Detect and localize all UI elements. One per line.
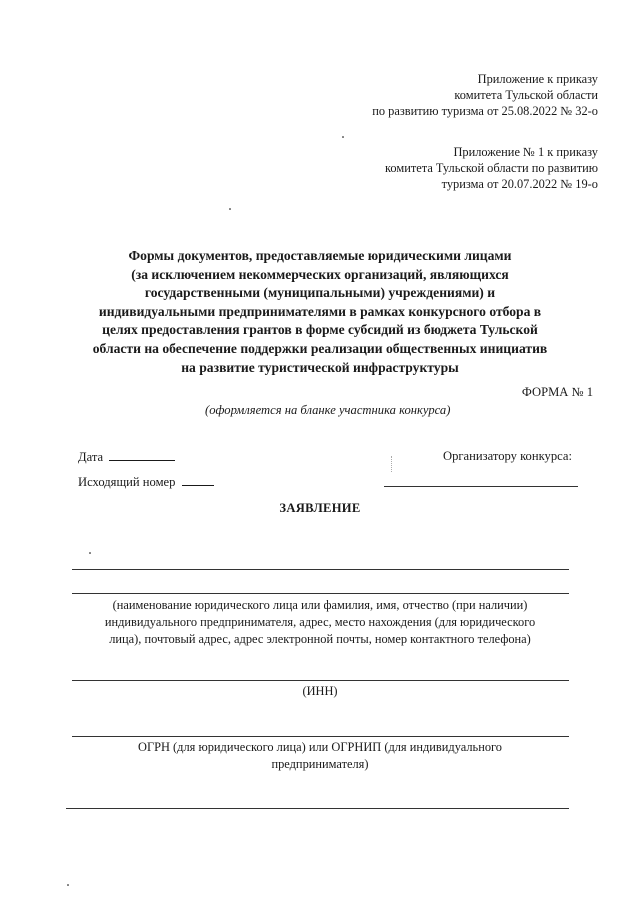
document-title [60,247,580,377]
title-line: государственными (муниципальными) учреждениями) и [144,285,496,301]
inn-line[interactable] [72,680,569,681]
appendix-original-line: туризма от 20.07.2022 № 19-о [441,177,598,191]
title-line: Формы документов, предоставляемые юридическими лицами [128,248,512,263]
form-note: (оформляется на бланке участника конкурса) [205,403,451,417]
date-label: Дата [78,450,104,464]
scan-mark [391,456,393,472]
scan-speck [67,884,69,886]
title-line: индивидуальными предпринимателями в рамках конкурсного отбора в [98,303,542,319]
applicant-caption [70,597,570,648]
outgoing-blank[interactable] [182,474,214,486]
appendix-current-line: Приложение к приказу [477,72,598,86]
applicant-line[interactable] [72,593,569,594]
caption-line: (наименование юридического лица или фамилия, имя, отчество (при наличии) [112,598,528,612]
caption-line: предпринимателя) [271,757,369,771]
title-line: (за исключением некоммерческих организаций, являющихся [131,266,509,282]
outgoing-label: Исходящий номер [78,475,176,489]
appendix-original [385,144,598,192]
caption-line: ОГРН (для юридического лица) или ОГРНИП (для индивидуального [138,740,502,754]
form-number: ФОРМА № 1 [521,385,593,399]
title-line: области на обеспечение поддержки реализации общественных инициатив [92,340,548,356]
scan-speck [342,136,344,138]
appendix-original-line: Приложение № 1 к приказу [453,145,598,159]
recipient-line[interactable] [384,486,578,487]
ogrn-caption [70,739,570,773]
inn-caption [70,683,570,700]
bottom-line[interactable] [66,808,569,809]
ogrn-line[interactable] [72,736,569,737]
outgoing-row [78,474,214,490]
scan-speck [229,208,231,210]
statement-heading: ЗАЯВЛЕНИЕ [279,501,361,515]
date-blank[interactable] [109,449,175,461]
caption-line: индивидуального предпринимателя, адрес, место нахождения (для юридического [104,615,536,629]
appendix-original-line: комитета Тульской области по развитию [385,161,598,175]
recipient-label: Организатору конкурса: [443,449,572,463]
appendix-current [372,71,598,119]
caption-line: (ИНН) [302,684,338,698]
date-row [78,449,175,465]
scan-speck [89,552,91,554]
applicant-line[interactable] [72,569,569,570]
appendix-current-line: комитета Тульской области [454,88,598,102]
appendix-current-line: по развитию туризма от 25.08.2022 № 32-о [372,104,598,118]
title-line: на развитие туристической инфраструктуры [181,359,459,375]
caption-line: лица), почтовый адрес, адрес электронной почты, номер контактного телефона) [109,632,531,646]
title-line: целях предоставления грантов в форме субсидий из бюджета Тульской [102,322,538,338]
